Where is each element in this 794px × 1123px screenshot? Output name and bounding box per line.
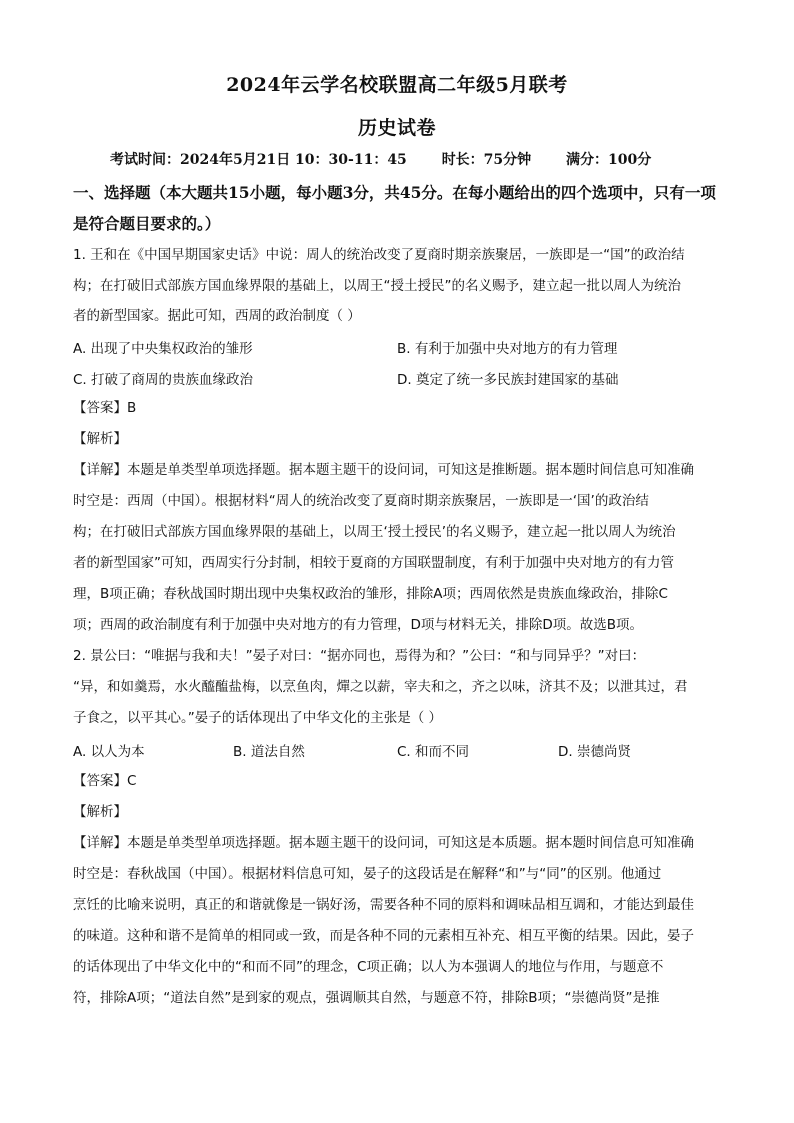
q2-line: 2. 景公曰：“唯据与我和夫！”晏子对曰：“据亦同也，焉得为和？”公曰：“和与同异乎？”对曰： xyxy=(73,648,646,664)
q2-analysis-label: 【解析】 xyxy=(73,804,127,820)
q1-detail-line: 项；西周的政治制度有利于加强中央对地方的有力管理，D项与材料无关，排除D项。故选B项。 xyxy=(73,617,644,633)
q2-detail-line: 烹饪的比喻来说明，真正的和谐就像是一锅好汤，需要各种不同的原料和调味品相互调和，才能达到最佳 xyxy=(73,897,694,913)
exam-time: 考试时间：2024年5月21日 10：30-11：45 xyxy=(110,152,407,168)
q1-line: 构；在打破旧式部族方国血缘界限的基础上，以周王“授土授民”的名义赐予，建立起一批以周人为统治 xyxy=(73,278,681,294)
exam-meta xyxy=(110,149,681,169)
q1-detail-line: 【详解】本题是单类型单项选择题。据本题主题干的设问词，可知这是推断题。据本题时间信息可知准确 xyxy=(73,462,694,478)
q2-detail-line: 符，排除A项；“道法自然”是到家的观点，强调顺其自然，与题意不符，排除B项；“崇德尚贤”是推 xyxy=(73,990,660,1006)
q2-option-d: D. 崇德尚贤 xyxy=(558,744,631,760)
q2-option-c: C. 和而不同 xyxy=(397,744,470,760)
exam-subtitle: 历史试卷 xyxy=(357,117,436,139)
q2-answer: 【答案】C xyxy=(73,773,137,789)
q1-detail-line: 构；在打破旧式部族方国血缘界限的基础上，以周王‘授土授民’的名义赐予，建立起一批以周人为统治 xyxy=(73,524,676,540)
q1-line: 1. 王和在《中国早期国家史话》中说：周人的统治改变了夏商时期亲族聚居，一族即是一“国”的政治结 xyxy=(73,247,685,263)
q1-line: 者的新型国家。据此可知，西周的政治制度（ ） xyxy=(73,308,361,324)
exam-title: 2024年云学名校联盟高二年级5月联考 xyxy=(226,74,568,96)
q2-detail-line: 时空是：春秋战国（中国）。根据材料信息可知，晏子的这段话是在解释“和”与“同”的区别。他通过 xyxy=(73,866,662,882)
q1-option-a: A. 出现了中央集权政治的雏形 xyxy=(73,341,253,357)
q1-answer: 【答案】B xyxy=(73,400,137,416)
q1-analysis-label: 【解析】 xyxy=(73,431,127,447)
q1-option-c: C. 打破了商周的贵族血缘政治 xyxy=(73,372,254,388)
section-heading: 一、选择题（本大题共15小题，每小题3分，共45分。在每小题给出的四个选项中，只有一项是符合题目要求的。） xyxy=(73,183,716,233)
q1-option-d: D. 奠定了统一多民族封建国家的基础 xyxy=(397,372,619,388)
q2-option-a: A. 以人为本 xyxy=(73,744,145,760)
q1-detail-line: 理，B项正确；春秋战国时期出现中央集权政治的雏形，排除A项；西周依然是贵族血缘政治，排除C xyxy=(73,586,668,602)
q2-option-b: B. 道法自然 xyxy=(233,744,305,760)
q1-option-b: B. 有利于加强中央对地方的有力管理 xyxy=(397,341,618,357)
q2-detail-line: 的话体现出了中华文化中的“和而不同”的理念，C项正确；以人为本强调人的地位与作用，与题意不 xyxy=(73,959,664,975)
exam-duration: 时长：75分钟 xyxy=(441,152,532,168)
q1-detail-line: 者的新型国家”可知，西周实行分封制，相较于夏商的方国联盟制度，有利于加强中央对地方的有力管 xyxy=(73,555,674,571)
q2-detail-line: 【详解】本题是单类型单项选择题。据本题主题干的设问词，可知这是本质题。据本题时间信息可知准确 xyxy=(73,835,694,851)
q1-detail-line: 时空是：西周（中国）。根据材料“周人的统治改变了夏商时期亲族聚居，一族即是一‘国’的政治结 xyxy=(73,493,649,509)
q2-line: “异，和如羹焉，水火醯醢盐梅，以烹鱼肉，燀之以薪，宰夫和之，齐之以味，济其不及；以泄其过，君 xyxy=(73,679,688,695)
q2-detail-line: 的味道。这种和谐不是简单的相同或一致，而是各种不同的元素相互补充、相互平衡的结果。因此，晏子 xyxy=(73,928,694,944)
q2-line: 子食之，以平其心。”晏子的话体现出了中华文化的主张是（ ） xyxy=(73,710,443,726)
exam-full-score: 满分：100分 xyxy=(566,152,652,168)
